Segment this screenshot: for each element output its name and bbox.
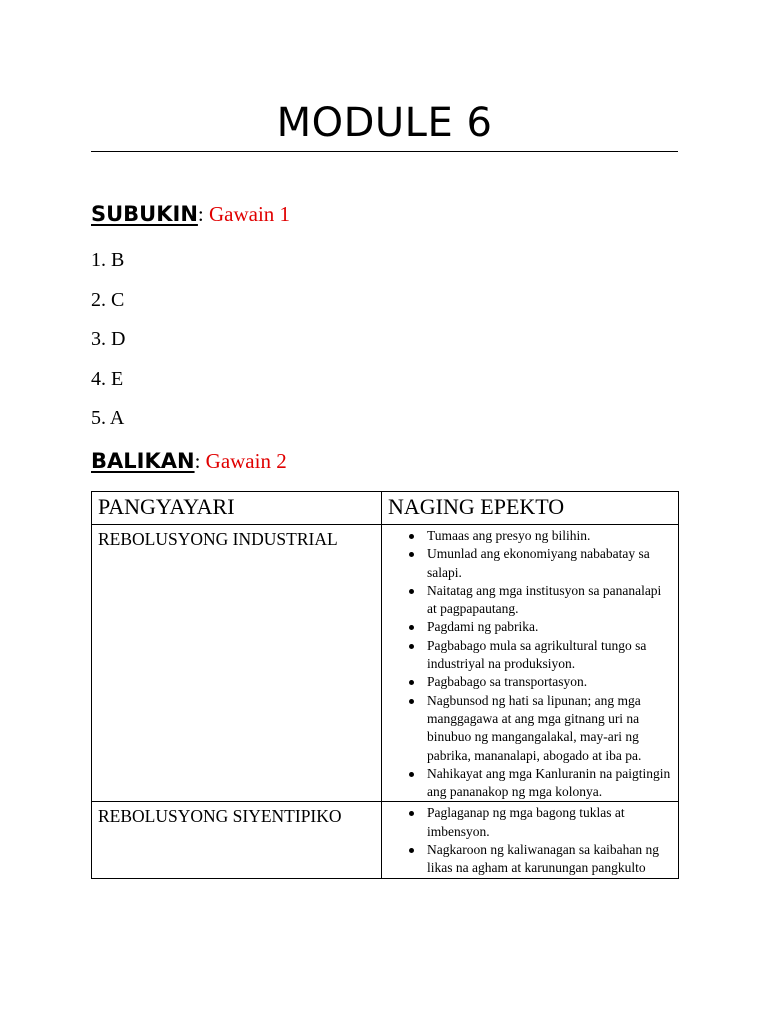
subukin-heading: [91, 200, 290, 228]
effect-item: Umunlad ang ekonomiyang nababatay sa salapi.: [382, 545, 672, 582]
answer-item: 5. A: [91, 407, 125, 429]
answer-item: 4. E: [91, 367, 124, 390]
effects-list: [382, 527, 672, 801]
header-pangyayari: PANGYAYARI: [92, 492, 382, 525]
table-row: [92, 802, 679, 878]
table-header-row: [92, 492, 679, 525]
subukin-keyword: SUBUKIN: [91, 202, 198, 226]
answer-item: 1. B: [91, 249, 125, 271]
effect-item: Nahikayat ang mga Kanluranin na paigtingin ang pananakop ng mga kolonya.: [382, 765, 672, 802]
header-naging-epekto: NAGING EPEKTO: [382, 492, 679, 525]
answer-item: 2. C: [91, 288, 125, 311]
subukin-separator: :: [197, 202, 204, 226]
subukin-activity: Gawain 1: [209, 202, 291, 226]
effect-item: Naitatag ang mga institusyon sa pananalapi at pagpapautang.: [382, 582, 672, 619]
effect-item: Pagdami ng pabrika.: [382, 618, 672, 636]
event-cell: REBOLUSYONG INDUSTRIAL: [92, 525, 382, 802]
effect-item: Tumaas ang presyo ng bilihin.: [382, 527, 672, 545]
effect-item: Paglaganap ng mga bagong tuklas at imbensyon.: [382, 804, 672, 841]
balikan-keyword: BALIKAN: [91, 449, 195, 473]
effects-list: [382, 804, 672, 877]
effect-item: Nagkaroon ng kaliwanagan sa kaibahan ng likas na agham at karunungan pangkulto: [382, 841, 672, 878]
page-title: MODULE 6: [276, 100, 493, 146]
effects-cell: [382, 525, 679, 802]
events-effects-table: [91, 491, 679, 879]
table-row: [92, 525, 679, 802]
effect-item: Nagbunsod ng hati sa lipunan; ang mga manggagawa at ang mga gitnang uri na binubuo ng mangangalakal, may-ari ng pabrika, mananalapi, abogado at iba pa.: [382, 692, 672, 765]
title-divider: [91, 151, 678, 152]
answer-list: [91, 246, 125, 444]
effect-item: Pagbabago sa transportasyon.: [382, 673, 672, 691]
balikan-separator: :: [194, 449, 201, 473]
event-cell: REBOLUSYONG SIYENTIPIKO: [92, 802, 382, 878]
effects-cell: [382, 802, 679, 878]
answer-item: 3. D: [91, 328, 126, 350]
balikan-heading: [91, 447, 287, 475]
balikan-activity: Gawain 2: [205, 449, 287, 473]
effect-item: Pagbabago mula sa agrikultural tungo sa industriyal na produksiyon.: [382, 637, 672, 674]
